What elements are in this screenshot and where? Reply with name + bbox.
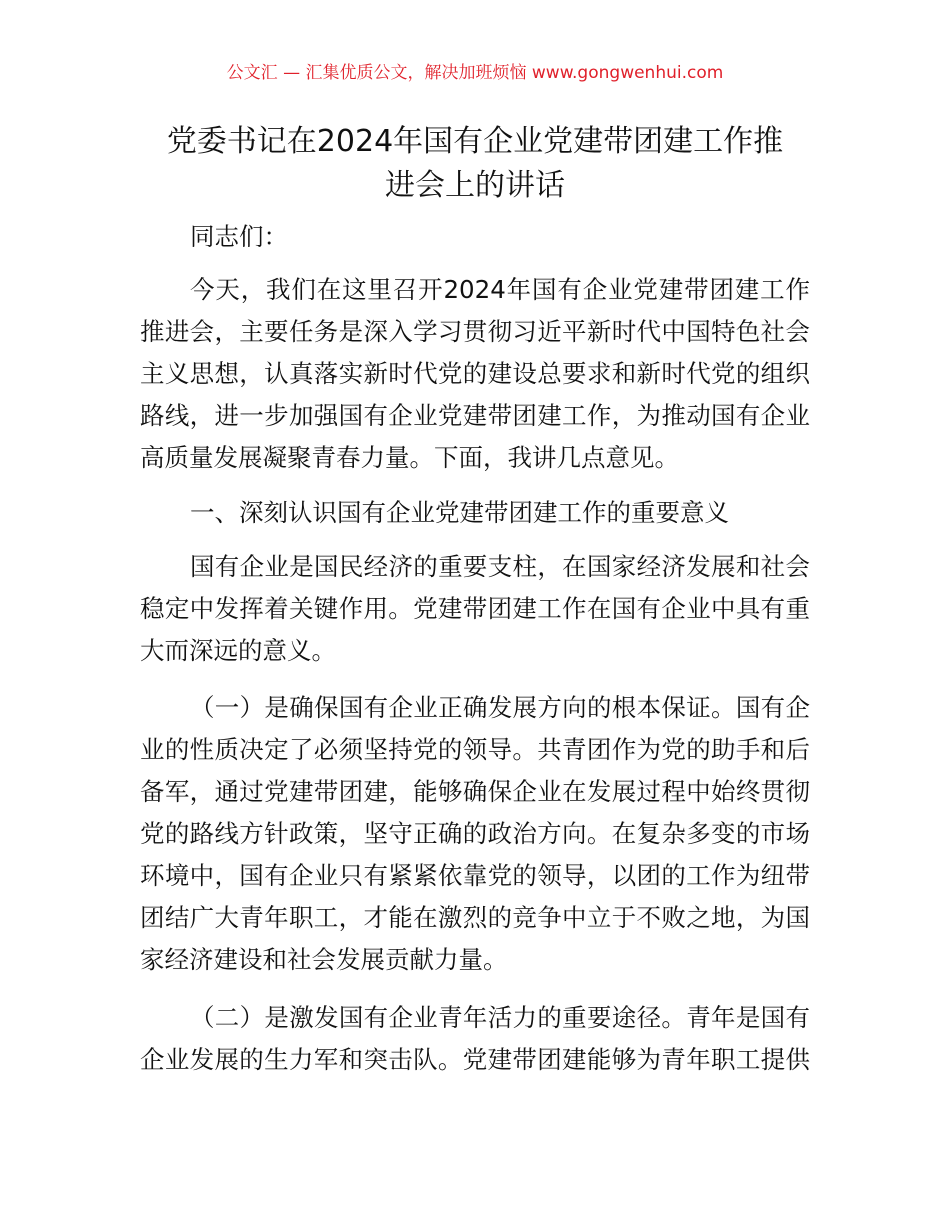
paragraph-line: 今天，我们在这里召开2024年国有企业党建带团建工作: [190, 275, 810, 304]
section-heading: 一、深刻认识国有企业党建带团建工作的重要意义: [190, 498, 729, 527]
watermark-header: 公文汇 — 汇集优质公文，解决加班烦恼 www.gongwenhui.com: [226, 63, 724, 83]
paragraph-line: 环境中，国有企业只有紧紧依靠党的领导，以团的工作为纽带: [140, 861, 810, 890]
paragraph-line: 稳定中发挥着关键作用。党建带团建工作在国有企业中具有重: [140, 594, 810, 623]
paragraph-line: 国有企业是国民经济的重要支柱，在国家经济发展和社会: [190, 552, 810, 581]
paragraph-line: 业的性质决定了必须坚持党的领导。共青团作为党的助手和后: [140, 735, 810, 764]
paragraph-line: 同志们：: [190, 222, 288, 251]
paragraph-line: 企业发展的生力军和突击队。党建带团建能够为青年职工提供: [140, 1045, 810, 1074]
paragraph-line: 党的路线方针政策，坚守正确的政治方向。在复杂多变的市场: [140, 819, 810, 848]
paragraph-line: 备军，通过党建带团建，能够确保企业在发展过程中始终贯彻: [140, 777, 810, 806]
paragraph-line: 大而深远的意义。: [140, 636, 336, 665]
paragraph-line: 路线，进一步加强国有企业党建带团建工作，为推动国有企业: [140, 401, 810, 430]
paragraph-line: （一）是确保国有企业正确发展方向的根本保证。国有企: [190, 693, 810, 722]
document-title-line-1: 党委书记在2024年国有企业党建带团建工作推: [166, 124, 784, 159]
paragraph-line: 家经济建设和社会发展贡献力量。: [140, 945, 508, 974]
paragraph-line: 推进会，主要任务是深入学习贯彻习近平新时代中国特色社会: [140, 317, 810, 346]
paragraph-line: 团结广大青年职工，才能在激烈的竞争中立于不败之地，为国: [140, 903, 810, 932]
paragraph-line: （二）是激发国有企业青年活力的重要途径。青年是国有: [190, 1003, 810, 1032]
paragraph-line: 高质量发展凝聚青春力量。下面，我讲几点意见。: [140, 443, 679, 472]
paragraph-line: 主义思想，认真落实新时代党的建设总要求和新时代党的组织: [140, 359, 810, 388]
document-title-line-2: 进会上的讲话: [385, 168, 565, 203]
